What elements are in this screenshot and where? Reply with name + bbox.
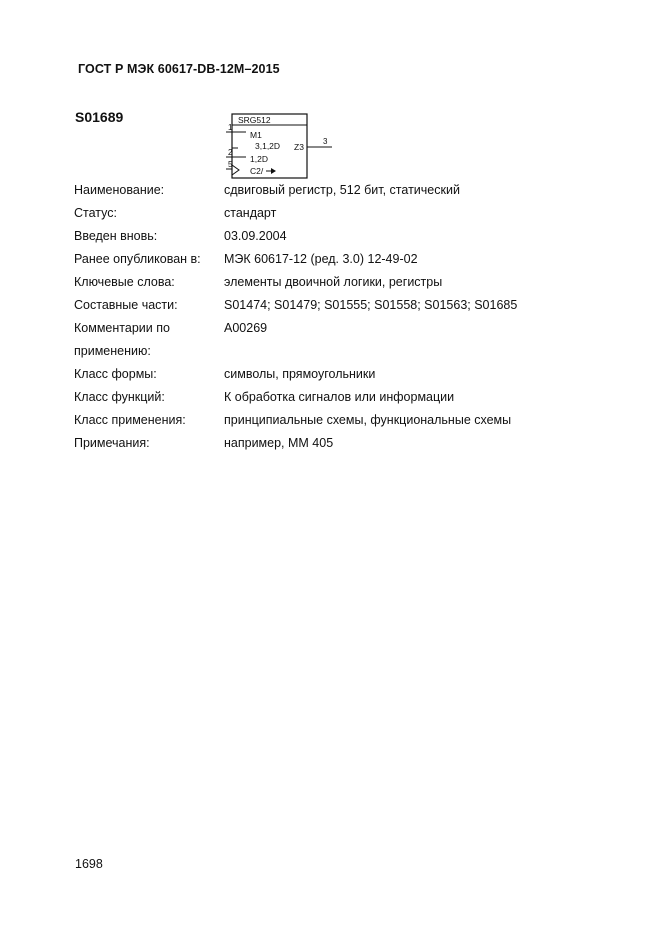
property-row <box>74 363 614 386</box>
property-value: К обработка сигналов или информации <box>224 390 455 404</box>
property-row <box>74 202 614 225</box>
property-value: сдвиговый регистр, 512 бит, статический <box>224 183 460 197</box>
property-label: Ранее опубликован в: <box>74 252 201 266</box>
output-label-z3: Z3 <box>294 142 304 152</box>
property-label: Введен вновь: <box>74 229 158 243</box>
property-row <box>74 225 614 248</box>
property-value: символы, прямоугольники <box>224 367 376 381</box>
property-label: Класс функций: <box>74 390 165 404</box>
property-label: применению: <box>74 344 151 358</box>
property-value: стандарт <box>224 206 277 220</box>
properties-list <box>74 179 614 455</box>
property-row <box>74 179 614 202</box>
page-number: 1698 <box>75 857 103 871</box>
symbol-figure <box>222 112 342 182</box>
property-value: A00269 <box>224 321 268 335</box>
property-row <box>74 432 614 455</box>
input-pin-2: 2 <box>228 148 233 157</box>
input-pin-1: 1 <box>228 123 233 132</box>
property-label: Статус: <box>74 206 117 220</box>
document-header: ГОСТ Р МЭК 60617-DB-12M–2015 <box>78 62 280 76</box>
property-row <box>74 317 614 340</box>
input-label-12d: 1,2D <box>250 154 268 164</box>
property-value: S01474; S01479; S01555; S01558; S01563; S01685 <box>224 298 518 312</box>
property-row <box>74 340 614 363</box>
property-value: например, ММ 405 <box>224 436 334 450</box>
property-row <box>74 294 614 317</box>
property-label: Комментарии по <box>74 321 170 335</box>
property-label: Класс формы: <box>74 367 157 381</box>
property-label: Класс применения: <box>74 413 186 427</box>
property-row <box>74 386 614 409</box>
shift-register-symbol <box>222 112 342 182</box>
property-row <box>74 271 614 294</box>
property-value <box>224 340 614 363</box>
property-row <box>74 409 614 432</box>
property-row <box>74 248 614 271</box>
output-pin-3: 3 <box>323 137 328 146</box>
input-pin-5: 5 <box>228 160 233 169</box>
symbol-code: S01689 <box>75 109 124 125</box>
property-value: элементы двоичной логики, регистры <box>224 275 443 289</box>
clock-triangle <box>232 165 239 175</box>
property-label: Составные части: <box>74 298 178 312</box>
property-value: МЭК 60617-12 (ред. 3.0) 12-49-02 <box>224 252 418 266</box>
property-label: Примечания: <box>74 436 150 450</box>
input-label-m1: M1 <box>250 130 262 140</box>
property-value: 03.09.2004 <box>224 229 287 243</box>
input-label-c2: C2/ <box>250 166 264 176</box>
input-label-312d: 3,1,2D <box>255 141 281 151</box>
clock-arrow-head <box>271 168 276 174</box>
property-label: Наименование: <box>74 183 165 197</box>
property-label: Ключевые слова: <box>74 275 175 289</box>
property-value: принципиальные схемы, функциональные схемы <box>224 413 512 427</box>
block-label: SRG512 <box>238 115 271 125</box>
